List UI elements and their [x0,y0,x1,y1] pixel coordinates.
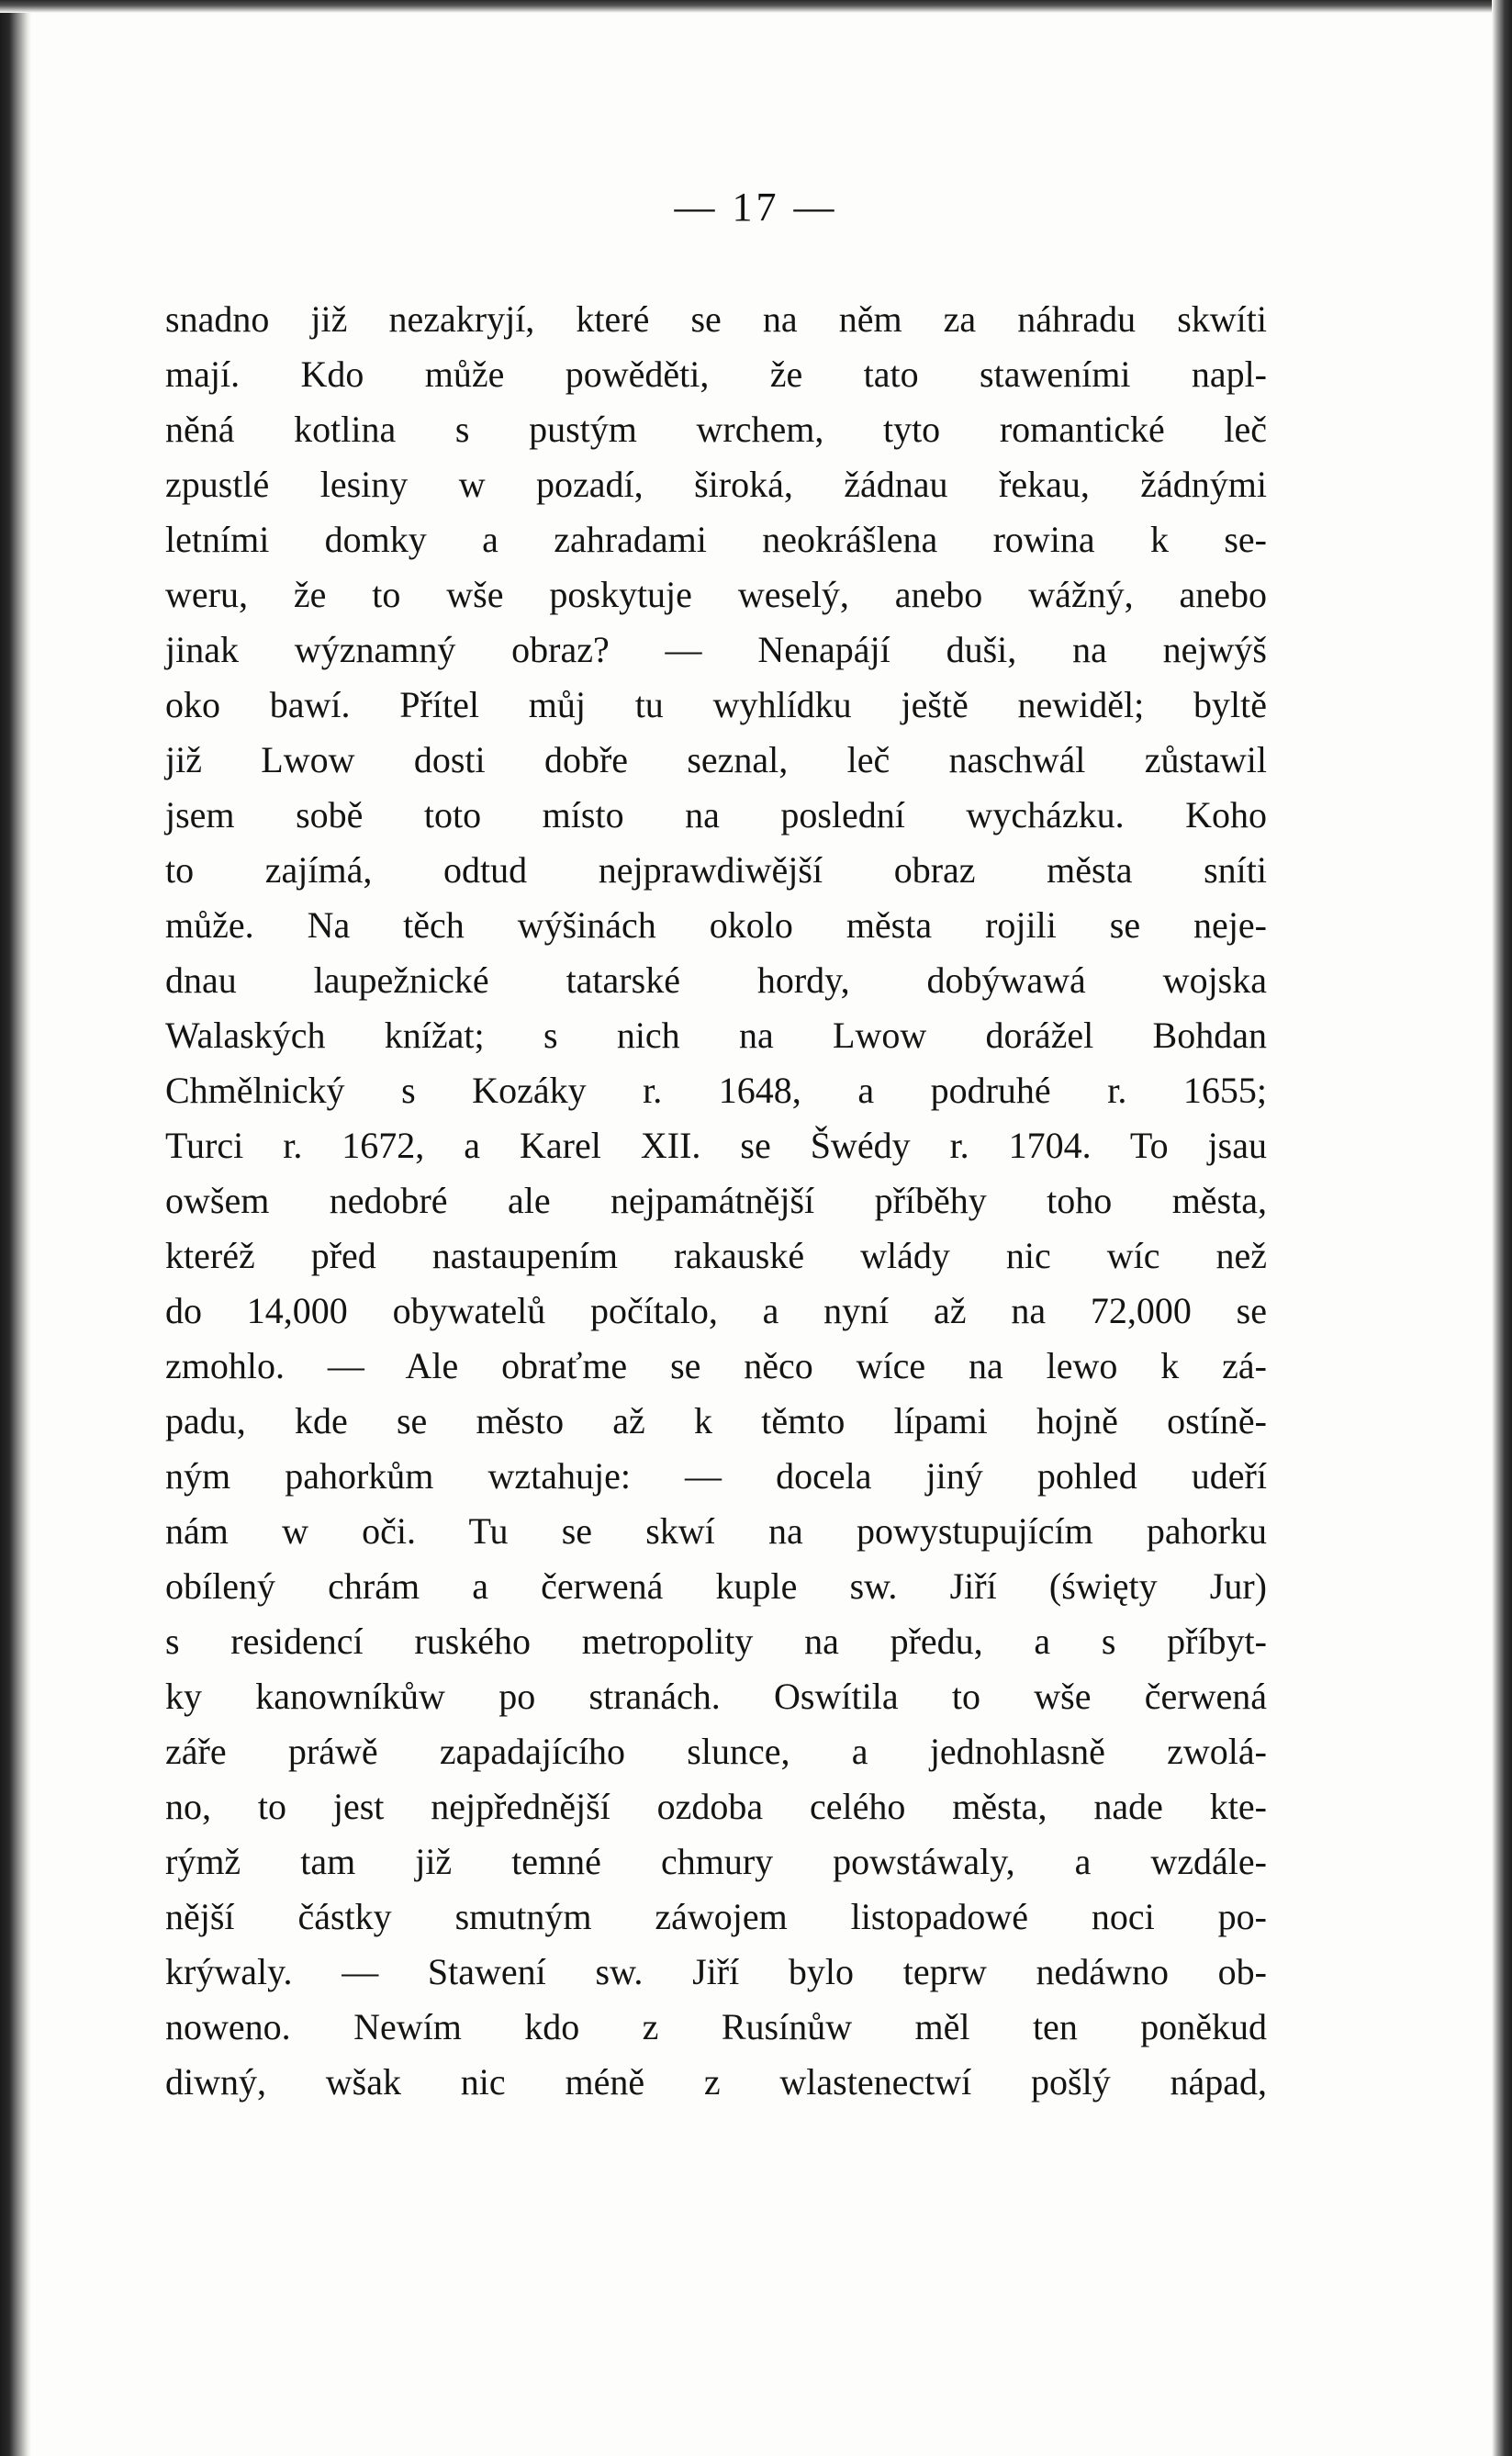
text-line: Chmělnický s Kozáky r. 1648, a podruhé r. 1655; [165,1070,1267,1111]
text-line: obílený chrám a čerwená kuple sw. Jiří (święty Jur) [165,1565,1267,1607]
text-line: jsem sobě toto místo na poslední wycházku. Koho [165,794,1267,835]
text-line: no, to jest nejpřednější ozdoba celého města, nade kte- [165,1786,1267,1827]
text-line: ným pahorkům wztahuje: — docela jiný pohled udeří [165,1455,1267,1497]
text-line: jinak wýznamný obraz? — Nenapájí duši, na nejwýš [165,629,1267,670]
text-line: záře práwě zapadajícího slunce, a jednohlasně zwolá- [165,1731,1267,1772]
text-line: zmohlo. — Ale obraťme se něco wíce na lewo k zá- [165,1345,1267,1386]
text-line: nám w oči. Tu se skwí na powystupujícím pahorku [165,1510,1267,1552]
text-line: weru, že to wše poskytuje weselý, anebo wážný, anebo [165,574,1267,615]
text-line: oko bawí. Přítel můj tu wyhlídku ještě newiděl; byltě [165,684,1267,725]
text-line: Walaských knížat; s nich na Lwow dorážel Bohdan [165,1015,1267,1056]
text-line: ky kanowníkůw po stranách. Oswítila to wše čerwená [165,1676,1267,1717]
text-line: diwný, wšak nic méně z wlastenectwí pošlý nápad, [165,2061,1267,2103]
text-line: může. Na těch wýšinách okolo města rojili se neje- [165,904,1267,946]
text-line: kteréž před nastaupením rakauské wlády nic wíc než [165,1235,1267,1276]
page-right-edge [1492,0,1512,2456]
text-line: noweno. Newím kdo z Rusínůw měl ten poněkud [165,2006,1267,2047]
text-line: mají. Kdo může powěděti, že tato staweními napl- [165,353,1267,395]
text-line: rýmž tam již temné chmury powstáwaly, a wzdále- [165,1841,1267,1882]
text-line: do 14,000 obywatelů počítalo, a nyní až na 72,000 se [165,1290,1267,1331]
text-line: dnau laupežnické tatarské hordy, dobýwawá wojska [165,959,1267,1001]
text-line: nější částky smutným záwojem listopadowé noci po- [165,1896,1267,1937]
text-line: Turci r. 1672, a Karel XII. se Šwédy r. 1704. To jsau [165,1125,1267,1166]
text-line: padu, kde se město až k těmto lípami hojně ostíně- [165,1400,1267,1441]
text-line: letními domky a zahradami neokrášlena rowina k se- [165,519,1267,560]
body-text [165,292,1267,2110]
text-line: něná kotlina s pustým wrchem, tyto romantické leč [165,409,1267,450]
page-number: — 17 — [674,185,838,230]
text-line: již Lwow dosti dobře seznal, leč naschwál zůstawil [165,739,1267,780]
text-line: zpustlé lesiny w pozadí, široká, žádnau řekau, žádnými [165,464,1267,505]
page-top-edge [0,0,1512,13]
page-binding-edge [0,0,31,2456]
text-line: to zajímá, odtud nejprawdiwější obraz města sníti [165,849,1267,891]
text-line: s residencí ruského metropolity na předu, a s příbyt- [165,1621,1267,1662]
text-line: krýwaly. — Stawení sw. Jiří bylo teprw nedáwno ob- [165,1951,1267,1992]
text-line: owšem nedobré ale nejpamátnější příběhy toho města, [165,1180,1267,1221]
text-line: snadno již nezakryjí, které se na něm za náhradu skwíti [165,298,1267,340]
